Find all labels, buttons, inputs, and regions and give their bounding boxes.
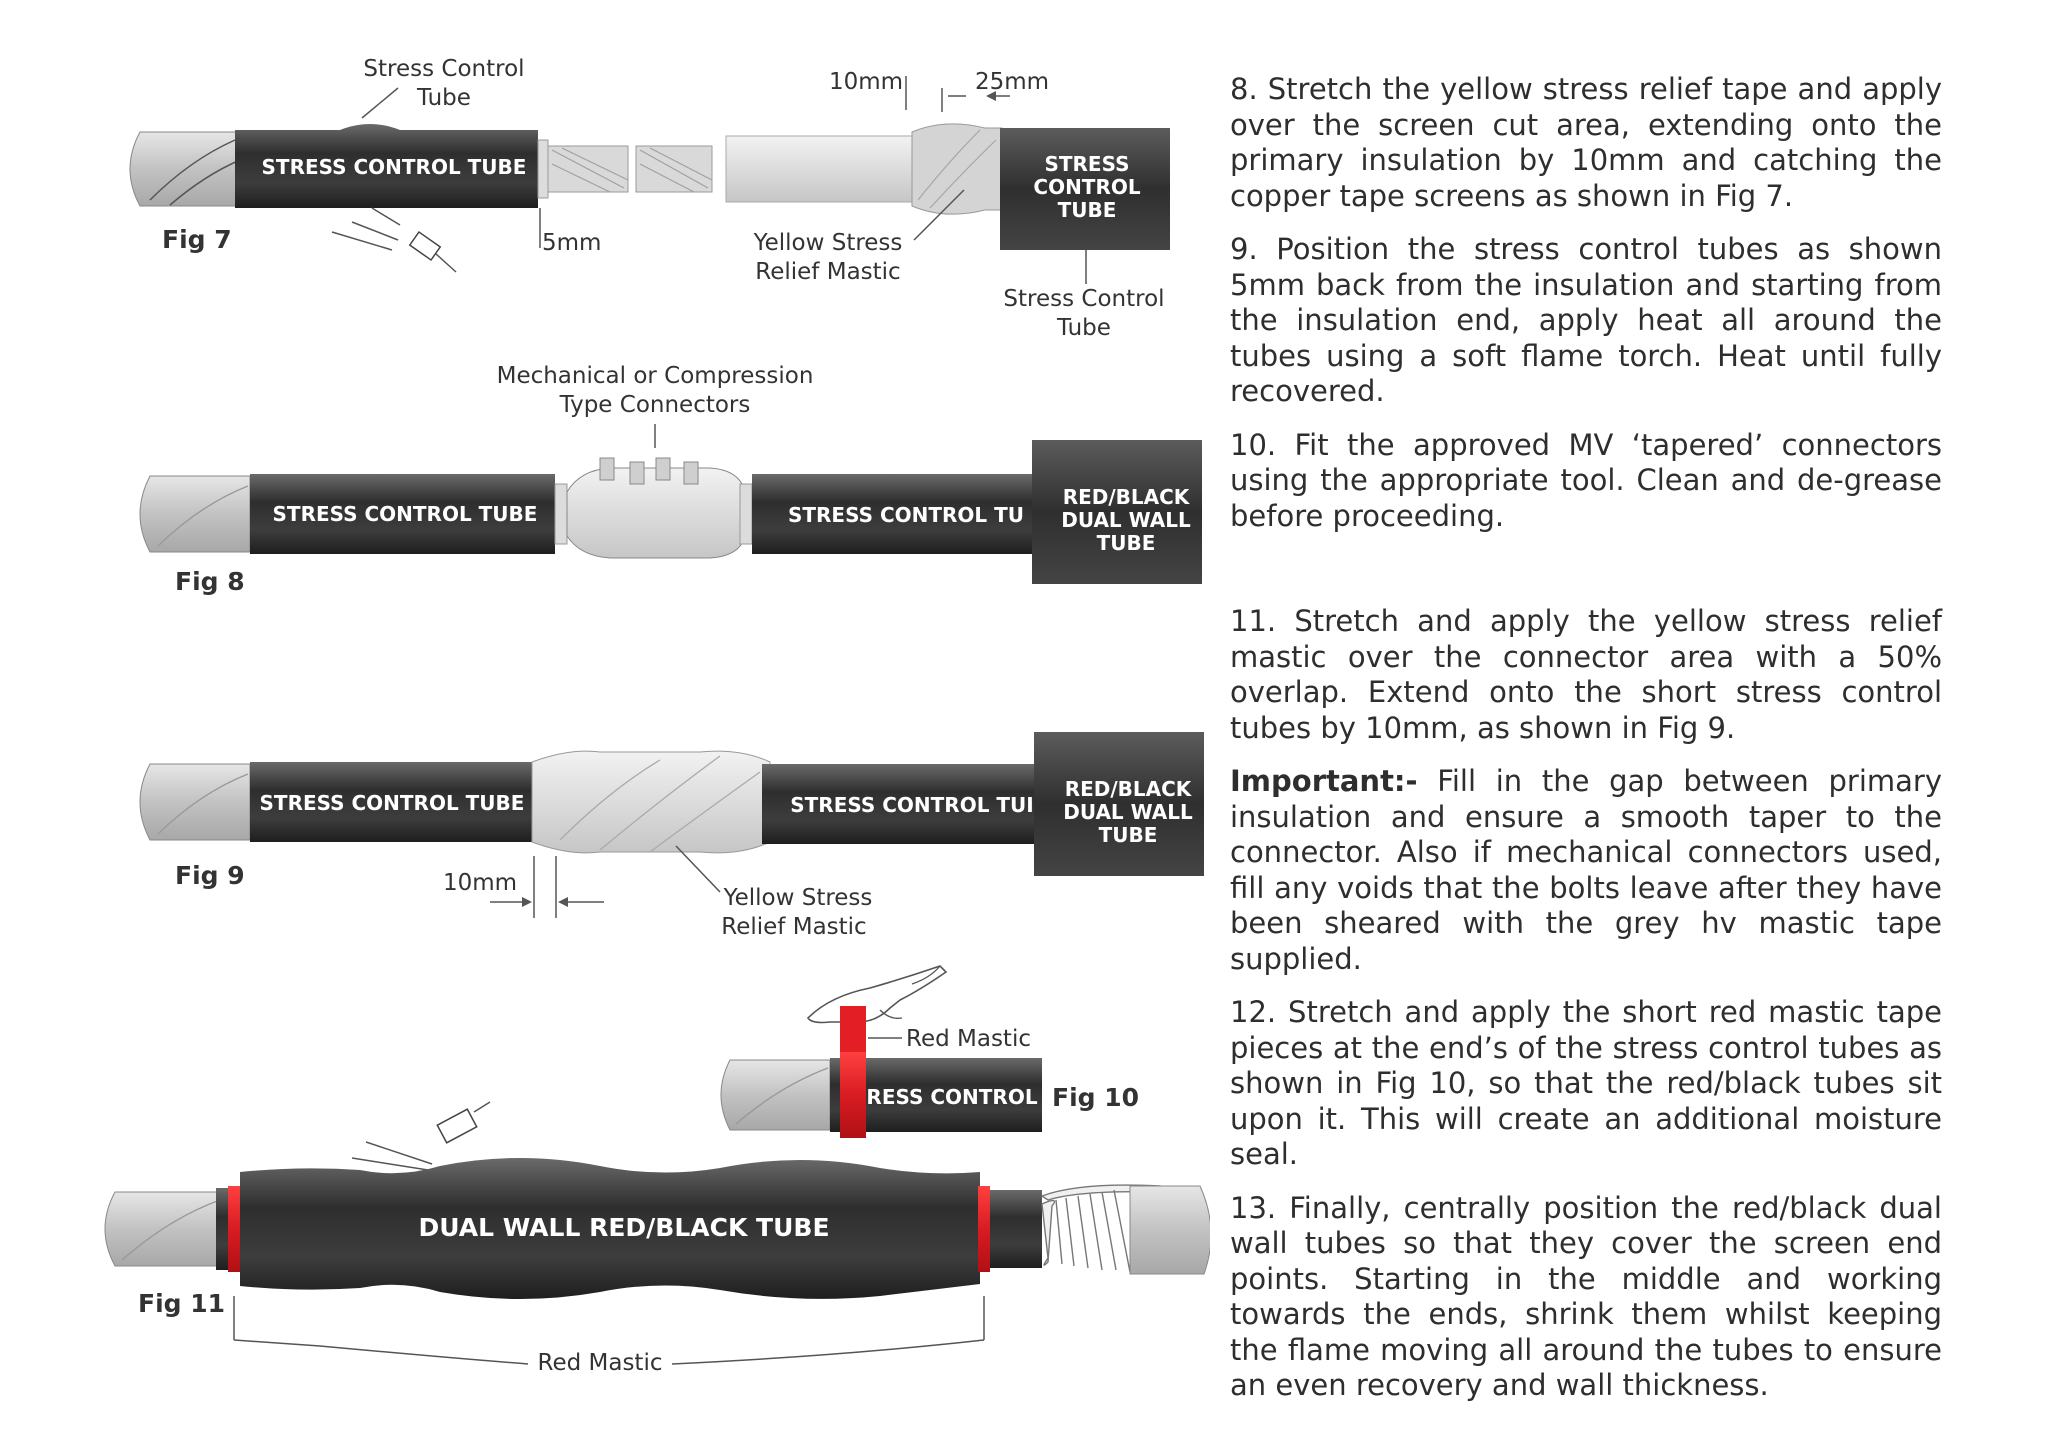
tube-label: RESS CONTROL xyxy=(866,1085,1038,1109)
conductor-strands xyxy=(548,146,712,192)
yellow-mastic-wrap xyxy=(532,751,770,853)
heat-torch-icon xyxy=(332,208,456,272)
fig8 xyxy=(140,363,1202,596)
cable-sheath xyxy=(140,476,250,552)
tube-right-label: STRESS CONTROL TU xyxy=(787,503,1025,527)
label-stress-control: Stress Control xyxy=(363,56,525,82)
dim-10mm: 10mm xyxy=(828,69,904,95)
label-right-tube: Tube xyxy=(1057,315,1111,341)
instructions-text xyxy=(1230,72,1942,1422)
fig10 xyxy=(721,966,1139,1138)
label-relief-mastic: Relief Mastic xyxy=(755,259,901,285)
block-label-line2: CONTROL xyxy=(1033,175,1141,199)
dim-5mm: 5mm xyxy=(542,230,602,256)
tube-left-label: STRESS CONTROL TUBE xyxy=(272,502,538,526)
label-relief-mastic: Relief Mastic xyxy=(721,914,867,940)
tube-left-label: STRESS CONTROL TUBE xyxy=(259,791,525,815)
label-right-stress-control: Stress Control xyxy=(1003,286,1165,312)
red-mastic-band xyxy=(840,1052,866,1138)
hand-icon xyxy=(808,966,946,1023)
dim-25mm: 25mm xyxy=(974,69,1050,95)
label-type-connectors: Type Connectors xyxy=(559,392,751,418)
block-label-line2: DUAL WALL xyxy=(1061,508,1191,532)
block-label-line1: RED/BLACK xyxy=(1062,485,1190,509)
fig9 xyxy=(140,732,1204,940)
block-label-line3: TUBE xyxy=(1096,531,1156,555)
stress-control-tube-label: STRESS CONTROL TUBE xyxy=(261,155,527,179)
block-label-line3: TUBE xyxy=(1098,823,1158,847)
tube-label: DUAL WALL RED/BLACK TUBE xyxy=(418,1213,830,1242)
important-note xyxy=(1230,764,1942,977)
fig11 xyxy=(105,1102,1210,1376)
dim-10mm: 10mm xyxy=(442,870,518,896)
compression-connector xyxy=(567,458,745,558)
step-13: 13. Finally, centrally position the red/black dual wall tubes so that they cover the screen end points. Starting in the middle and working towards the ends, shrink them whilst keeping the flame moving all around the tubes to ensure an even recovery and wall thickness. xyxy=(1230,1190,1942,1402)
fig7 xyxy=(130,56,1170,341)
cable-sheath-right xyxy=(1130,1186,1210,1274)
step-9: 9. Position the stress control tubes as shown 5mm back from the insulation and starting from the insulation end, apply heat all around the tubes using a soft flame torch. Heat until fully recovered. xyxy=(1230,232,1942,408)
label-red-mastic: Red Mastic xyxy=(537,1350,663,1376)
block-label-line1: STRESS xyxy=(1044,152,1130,176)
tube-right-label: STRESS CONTROL TUI xyxy=(790,793,1034,817)
primary-insulation xyxy=(726,136,916,202)
fig7-caption: Fig 7 xyxy=(162,225,232,254)
step-11: 11. Stretch and apply the yellow stress relief mastic over the connector area with a 50% overlap. Extend onto the short stress control tubes by 10mm, as shown in Fig 9. xyxy=(1230,604,1942,745)
red-mastic-right xyxy=(978,1186,990,1272)
fig9-caption: Fig 9 xyxy=(175,861,245,890)
red-mastic-left xyxy=(228,1186,240,1272)
cable-sheath xyxy=(140,764,250,840)
step-8: 8. Stretch the yellow stress relief tape and apply over the screen cut area, extending onto the primary insulation by 10mm and catching the copper tape screens as shown in Fig 7. xyxy=(1230,72,1942,213)
label-yellow-stress: Yellow Stress xyxy=(723,885,873,911)
block-label-line1: RED/BLACK xyxy=(1064,777,1192,801)
label-yellow-stress: Yellow Stress xyxy=(753,230,903,256)
label-red-mastic: Red Mastic xyxy=(906,1026,1031,1052)
fig8-caption: Fig 8 xyxy=(175,567,245,596)
important-label: Important:- xyxy=(1230,764,1418,798)
label-tube: Tube xyxy=(417,85,471,111)
step-10: 10. Fit the approved MV ‘tapered’ connectors using the appropriate tool. Clean and de-grease before proceeding. xyxy=(1230,427,1942,533)
yellow-mastic-wrap xyxy=(912,124,1002,214)
label-mechanical-compression: Mechanical or Compression xyxy=(496,363,814,389)
important-text: Fill in the gap between primary insulation and ensure a smooth taper to the connector. Also if mechanical connectors used, fill any voids that the bolts leave after they have been sheared with the grey hv mastic tape supplied. xyxy=(1230,764,1942,976)
step-12: 12. Stretch and apply the short red mastic tape pieces at the end’s of the stress control tubes as shown in Fig 10, so that the red/black tubes sit upon it. This will create an additional moisture seal. xyxy=(1230,995,1942,1171)
fig10-caption: Fig 10 xyxy=(1052,1083,1140,1112)
block-label-line3: TUBE xyxy=(1057,198,1117,222)
block-label-line2: DUAL WALL xyxy=(1063,800,1193,824)
fig11-caption: Fig 11 xyxy=(138,1289,226,1318)
